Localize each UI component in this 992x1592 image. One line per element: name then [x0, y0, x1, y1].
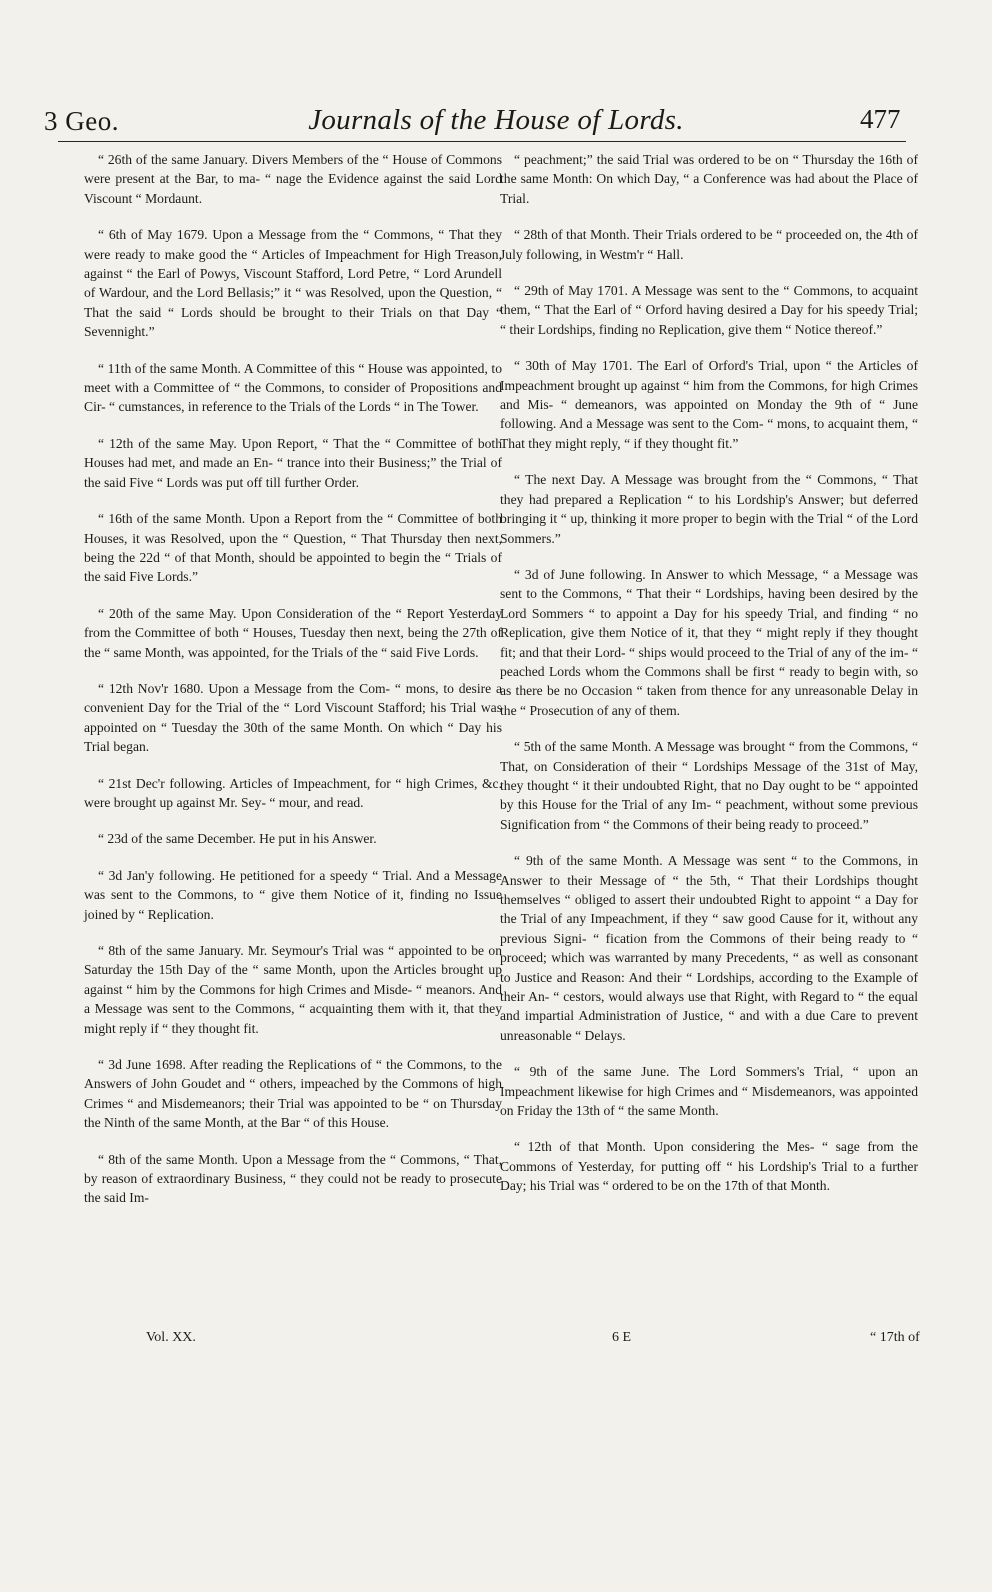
paragraph: “ 23d of the same December. He put in his Answer. [98, 831, 377, 847]
paragraph: “ 30th of May 1701. The Earl of Orford's Trial, upon “ the Articles of Impeachment brought up against “ him from the Commons, for high Crimes and Mis- “ demeanors, was appointed on Monday the 9th of “ June following. And a Message was sent to the Com- “ mons, to acquaint them, “ That they might reply, “ if they thought fit.” [500, 358, 918, 451]
paragraph: “ 3d June 1698. After reading the Replications of “ the Commons, to the Answers of John Goudet and “ others, impeached by the Commons of high Crimes “ and Misdemeanors; their Trial was appointed to be “ on Thursday the Ninth of the same Month, at the Bar “ of this House. [84, 1057, 502, 1131]
paragraph: “ 9th of the same Month. A Message was sent “ to the Commons, in Answer to their Message of “ the 5th, “ That their Lordships thought themselves “ obliged to assert their undoubted Right to appoint “ a Day for the Trial of any Impeachment, if they “ saw good Cause for it, without any previous Signi- “ fication from the Commons of their being ready to “ proceed; which was warranted by many Precedents, “ as well as consonant to Justice and Reason: And their “ Lordships, according to the Example of their An- “ cestors, would always use that Right, with Regard to “ the equal and impartial Administration of Justice, “ and with a due Care to prevent unreasonable “ Delays. [500, 853, 918, 1043]
paragraph: “ 11th of the same Month. A Committee of this “ House was appointed, to meet with a Committee of “ the Commons, to consider of Propositions and Cir- “ cumstances, in reference to the Trials of the Lords “ in The Tower. [84, 360, 502, 415]
paragraph: “ 5th of the same Month. A Message was brought “ from the Commons, “ That, on Consideration of their “ Lordships Message of the 31st of May, they thought “ it their undoubted Right, that no Day ought to be “ appointed by this House for the Trial of any Im- “ peachment, without some previous Signification from “ the Commons of their being ready to proceed.” [500, 739, 918, 832]
paragraph: “ 21st Dec'r following. Articles of Impeachment, for “ high Crimes, &c. were brought up against Mr. Sey- “ mour, and read. [84, 775, 502, 810]
paragraph: “ 26th of the same January. Divers Members of the “ House of Commons were present at the Bar, to ma- “ nage the Evidence against the said Lord Viscount “ Mordaunt. [84, 152, 502, 206]
header-reign: 3 Geo. [44, 106, 119, 136]
paragraph: “ 8th of the same January. Mr. Seymour's Trial was “ appointed to be on Saturday the 15th Day of the “ same Month, upon the Articles brought up against “ him by the Commons for high Crimes and Misde- “ meanors. And a Message was sent to the Commons, “ acquainting them with it, that they might reply if “ they thought fit. [84, 943, 502, 1036]
paragraph: “ peachment;” the said Trial was ordered to be on “ Thursday the 16th of the same Month: On which Day, “ a Conference was had about the Place of Trial. [500, 152, 918, 206]
paragraph: “ 3d of June following. In Answer to which Message, “ a Message was sent to the Commons, “ That their “ Lordships, having been desired by the Lord Sommers “ to appoint a Day for his speedy Trial, and finding “ no Replication, give them Notice of it, that they “ might reply if they thought fit; and that their Lord- “ ships would proceed to the Trial of any of the im- “ peached Lords whom the Commons shall be first “ ready to begin with, so as there be no Occasion “ taken from thence for any unreasonable Delay in the “ Prosecution of any of them. [500, 566, 918, 718]
signature-mark: 6 E [612, 1330, 632, 1345]
left-column [84, 150, 502, 1225]
catchword: “ 17th of [870, 1330, 920, 1345]
page-number: 477 [860, 104, 901, 134]
paragraph: “ The next Day. A Message was brought from the “ Commons, “ That they had prepared a Replication “ to his Lordship's Answer; but deferred bringing it “ up, thinking it more proper to begin with the Trial “ of the Lord Sommers.” [500, 472, 918, 546]
paragraph: “ 3d Jan'y following. He petitioned for a speedy “ Trial. And a Message was sent to the Commons, to “ give them Notice of it, finding no Issue joined by “ Replication. [84, 867, 502, 922]
header-rule [58, 141, 906, 142]
running-header [0, 104, 992, 144]
paragraph: “ 8th of the same Month. Upon a Message from the “ Commons, “ That, by reason of extraordinary Business, “ they could not be ready to prosecute the said Im- [84, 1151, 502, 1206]
paragraph: “ 9th of the same June. The Lord Sommers's Trial, “ upon an Impeachment likewise for high Crimes and “ Misdemeanors, was appointed on Friday the 13th of “ the same Month. [500, 1064, 918, 1119]
right-column [500, 150, 918, 1213]
paragraph: “ 6th of May 1679. Upon a Message from the “ Commons, “ That they were ready to make good the “ Articles of Impeachment for High Treason, against “ the Earl of Powys, Viscount Stafford, Lord Petre, “ Lord Arundell of Wardour, and the Lord Bellasis;” it “ was Resolved, upon the Question, “ That the said “ Lords should be brought to their Trials on that Day “ Sevennight.” [84, 227, 502, 340]
paragraph: “ 20th of the same May. Upon Consideration of the “ Report Yesterday from the Committee of both “ Houses, Tuesday then next, being the 27th of the “ same Month, was appointed, for the Trials of the “ said Five Lords. [84, 605, 502, 660]
header-title: Journals of the House of Lords. [308, 104, 684, 136]
paragraph: “ 12th of the same May. Upon Report, “ That the “ Committee of both Houses had met, and made an En- “ trance into their Business;” the Trial of the said Five “ Lords was put off till further Order. [84, 435, 502, 490]
paragraph: “ 12th Nov'r 1680. Upon a Message from the Com- “ mons, to desire a convenient Day for the Trial of the “ Lord Viscount Stafford; his Trial was appointed on “ Tuesday the 30th of the same Month. On which “ Day his Trial began. [84, 680, 502, 755]
paragraph: “ 12th of that Month. Upon considering the Mes- “ sage from the Commons of Yesterday, for putting off “ his Lordship's Trial to a further Day; his Trial was “ ordered to be on the 17th of that Month. [500, 1139, 918, 1194]
paragraph: “ 16th of the same Month. Upon a Report from the “ Committee of both Houses, it was Resolved, upon the “ Question, “ That Thursday then next, being the 22d “ of that Month, should be appointed to begin the “ Trials of the said Five Lords.” [84, 511, 502, 585]
paragraph: “ 28th of that Month. Their Trials ordered to be “ proceeded on, the 4th of July following, in Westm'r “ Hall. [500, 227, 918, 262]
paragraph: “ 29th of May 1701. A Message was sent to the “ Commons, to acquaint them, “ That the Earl of “ Orford having desired a Day for his speedy Trial; “ their Lordships, finding no Replication, give them “ Notice thereof.” [500, 283, 918, 337]
volume-mark: Vol. XX. [146, 1330, 196, 1345]
